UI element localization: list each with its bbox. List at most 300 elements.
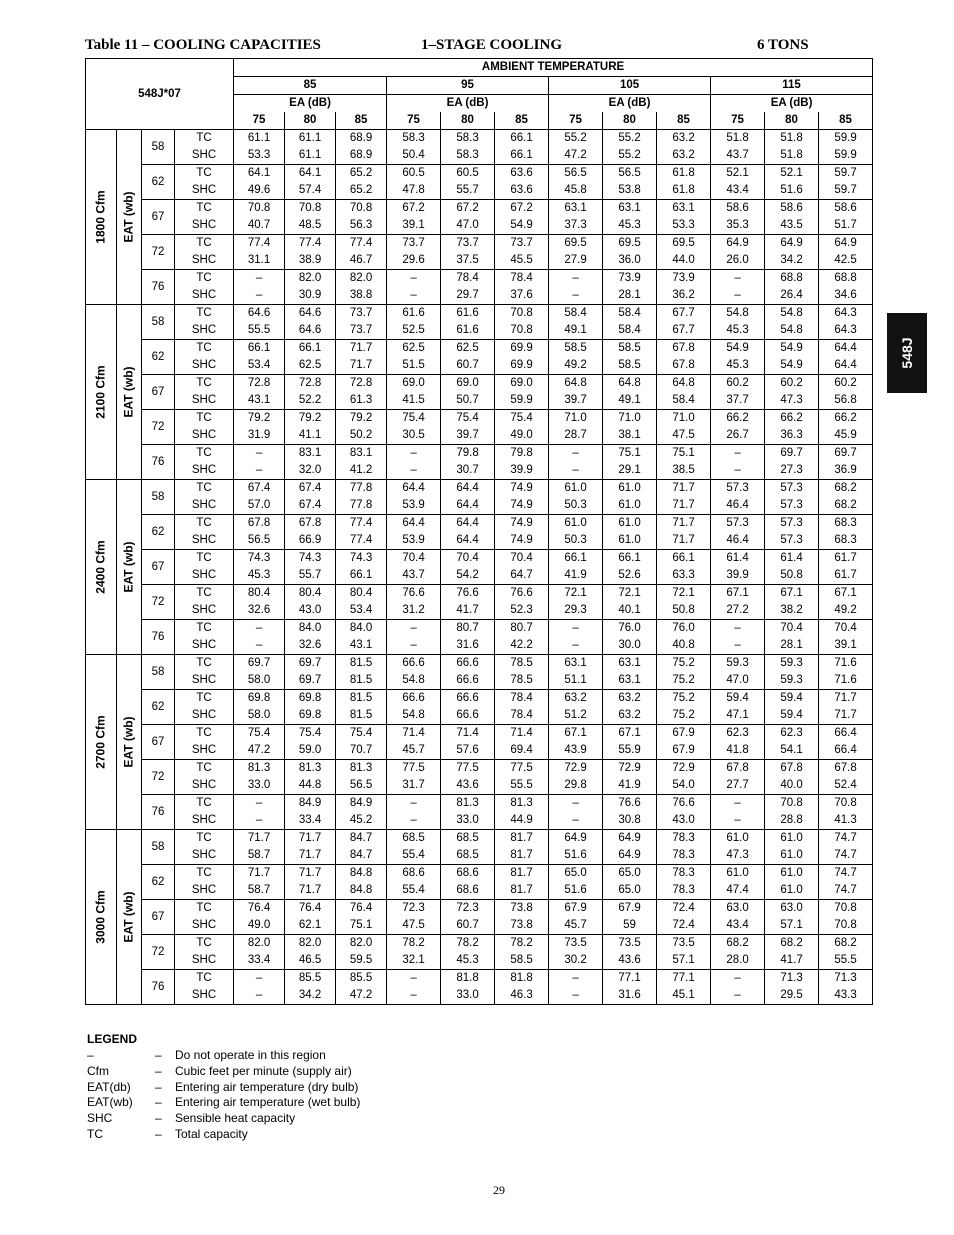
shc-value: 78.3: [657, 847, 711, 865]
eat-wb-label-text: EAT (wb): [121, 716, 136, 768]
table-row: [86, 707, 873, 725]
table-row: [86, 497, 873, 515]
ea-value-header: 75: [711, 112, 765, 130]
tc-value: 83.1: [285, 445, 336, 463]
shc-value: 81.5: [336, 672, 387, 690]
legend-item: [87, 1095, 361, 1111]
tc-value: 66.4: [819, 725, 873, 743]
shc-value: 31.7: [387, 777, 441, 795]
tc-value: 71.7: [285, 830, 336, 848]
stage-title: 1–STAGE COOLING: [421, 37, 562, 53]
tc-value: 69.8: [234, 690, 285, 708]
table-row: [86, 865, 873, 883]
tc-value: 54.8: [711, 305, 765, 323]
tc-value: 52.1: [711, 165, 765, 183]
shc-value: 43.7: [387, 567, 441, 585]
cfm-label-text: 2100 Cfm: [93, 365, 108, 419]
tc-value: 61.0: [549, 480, 603, 498]
shc-label: SHC: [175, 427, 234, 445]
shc-value: 26.7: [711, 427, 765, 445]
tc-value: –: [711, 445, 765, 463]
tc-label: TC: [175, 585, 234, 603]
shc-value: –: [549, 637, 603, 655]
shc-value: 61.3: [336, 392, 387, 410]
shc-value: 51.1: [549, 672, 603, 690]
tc-value: 63.1: [603, 200, 657, 218]
shc-value: 62.1: [285, 917, 336, 935]
tc-value: 75.1: [603, 445, 657, 463]
shc-value: 67.8: [657, 357, 711, 375]
tc-value: 52.1: [765, 165, 819, 183]
tc-value: 64.4: [387, 480, 441, 498]
legend-dash: –: [155, 1063, 162, 1078]
shc-value: 32.0: [285, 462, 336, 480]
shc-value: 58.5: [603, 357, 657, 375]
tc-label: TC: [175, 340, 234, 358]
shc-label: SHC: [175, 602, 234, 620]
shc-label: SHC: [175, 637, 234, 655]
table-title: Table 11 – COOLING CAPACITIES: [85, 37, 321, 53]
tc-value: 67.7: [657, 305, 711, 323]
shc-value: 66.6: [441, 672, 495, 690]
shc-value: 70.8: [495, 322, 549, 340]
table-row: [86, 147, 873, 165]
tc-value: 58.5: [603, 340, 657, 358]
shc-value: –: [387, 462, 441, 480]
shc-value: 58.0: [234, 672, 285, 690]
shc-value: 61.7: [819, 567, 873, 585]
shc-value: 63.1: [603, 672, 657, 690]
shc-value: 70.7: [336, 742, 387, 760]
tc-value: –: [549, 270, 603, 288]
shc-value: 64.4: [441, 532, 495, 550]
shc-value: 30.9: [285, 287, 336, 305]
tc-value: 78.4: [495, 690, 549, 708]
tc-label: TC: [175, 165, 234, 183]
tc-value: 61.7: [819, 550, 873, 568]
tc-value: 74.9: [495, 515, 549, 533]
tc-value: 74.3: [285, 550, 336, 568]
shc-value: –: [711, 812, 765, 830]
shc-value: 56.8: [819, 392, 873, 410]
shc-value: 47.1: [711, 707, 765, 725]
legend-key: EAT(db): [87, 1079, 131, 1094]
shc-value: 56.3: [336, 217, 387, 235]
tc-value: 61.0: [603, 515, 657, 533]
table-row: [86, 322, 873, 340]
model-header: 548J*07: [86, 59, 234, 130]
tc-value: 67.2: [495, 200, 549, 218]
tc-value: 66.1: [285, 340, 336, 358]
shc-value: 59.9: [495, 392, 549, 410]
shc-value: 61.0: [603, 532, 657, 550]
cfm-label-text: 1800 Cfm: [93, 190, 108, 244]
tc-value: 72.8: [234, 375, 285, 393]
shc-value: 41.9: [603, 777, 657, 795]
tc-value: 76.6: [657, 795, 711, 813]
shc-value: 41.5: [387, 392, 441, 410]
tc-value: 66.6: [387, 655, 441, 673]
tc-value: 76.6: [603, 795, 657, 813]
legend-item: [87, 1126, 248, 1143]
tc-value: 78.2: [387, 935, 441, 953]
shc-value: 54.2: [441, 567, 495, 585]
shc-value: 35.3: [711, 217, 765, 235]
tc-value: 68.6: [441, 865, 495, 883]
eat-value: 67: [142, 375, 175, 410]
tc-value: –: [234, 620, 285, 638]
shc-value: 26.0: [711, 252, 765, 270]
tc-value: –: [549, 970, 603, 988]
shc-value: 39.7: [441, 427, 495, 445]
shc-value: 71.7: [657, 532, 711, 550]
shc-label: SHC: [175, 672, 234, 690]
tc-value: 63.1: [657, 200, 711, 218]
shc-value: 71.7: [819, 707, 873, 725]
tc-value: 77.1: [603, 970, 657, 988]
shc-value: 55.2: [603, 147, 657, 165]
tc-value: 71.7: [657, 480, 711, 498]
cfm-label: [86, 130, 117, 305]
tc-value: 67.8: [711, 760, 765, 778]
shc-value: 49.1: [603, 392, 657, 410]
tc-value: 75.4: [285, 725, 336, 743]
tc-value: 79.8: [495, 445, 549, 463]
tc-value: 61.4: [765, 550, 819, 568]
tc-value: 65.0: [603, 865, 657, 883]
tc-value: 82.0: [285, 270, 336, 288]
shc-value: 49.0: [234, 917, 285, 935]
shc-value: 32.6: [234, 602, 285, 620]
tc-value: 60.5: [441, 165, 495, 183]
shc-value: 54.1: [765, 742, 819, 760]
shc-value: 57.1: [765, 917, 819, 935]
shc-value: 66.4: [819, 742, 873, 760]
tc-value: 66.6: [441, 655, 495, 673]
tc-value: 64.9: [549, 830, 603, 848]
shc-label: SHC: [175, 357, 234, 375]
shc-value: 43.4: [711, 182, 765, 200]
table-row: [86, 410, 873, 428]
shc-value: 53.9: [387, 497, 441, 515]
tc-label: TC: [175, 935, 234, 953]
tc-value: 84.9: [285, 795, 336, 813]
tc-value: –: [711, 795, 765, 813]
tc-value: –: [387, 795, 441, 813]
tc-value: 69.0: [441, 375, 495, 393]
cfm-label: [86, 655, 117, 830]
eat-value: 76: [142, 620, 175, 655]
shc-value: 34.2: [285, 987, 336, 1005]
shc-value: 31.6: [441, 637, 495, 655]
shc-value: 31.2: [387, 602, 441, 620]
tc-value: 69.7: [819, 445, 873, 463]
cfm-label-text: 2400 Cfm: [93, 540, 108, 594]
tc-value: 61.0: [765, 830, 819, 848]
shc-value: 43.7: [711, 147, 765, 165]
tc-value: –: [387, 620, 441, 638]
shc-value: 39.1: [819, 637, 873, 655]
shc-value: 61.0: [765, 882, 819, 900]
tc-value: 64.4: [441, 480, 495, 498]
shc-value: 66.9: [285, 532, 336, 550]
shc-value: 59.7: [819, 182, 873, 200]
shc-value: 59.9: [819, 147, 873, 165]
tc-label: TC: [175, 515, 234, 533]
tc-value: 70.8: [495, 305, 549, 323]
tc-value: 69.7: [285, 655, 336, 673]
shc-value: 29.6: [387, 252, 441, 270]
shc-value: –: [387, 637, 441, 655]
tc-value: 77.1: [657, 970, 711, 988]
shc-value: 56.5: [234, 532, 285, 550]
tc-value: 68.9: [336, 130, 387, 148]
tc-value: 58.4: [549, 305, 603, 323]
shc-value: 53.3: [657, 217, 711, 235]
shc-value: 45.9: [819, 427, 873, 445]
shc-value: 39.9: [711, 567, 765, 585]
tc-value: 78.3: [657, 865, 711, 883]
tc-value: 73.8: [495, 900, 549, 918]
eat-value: 58: [142, 130, 175, 165]
shc-value: –: [549, 287, 603, 305]
table-row: [86, 672, 873, 690]
table-row: [86, 847, 873, 865]
shc-value: 49.2: [819, 602, 873, 620]
shc-value: 81.5: [336, 707, 387, 725]
side-tab: [887, 313, 927, 393]
tc-value: 72.3: [387, 900, 441, 918]
shc-value: –: [711, 287, 765, 305]
tc-value: 70.4: [765, 620, 819, 638]
ea-value-header: 85: [819, 112, 873, 130]
tc-value: 65.2: [336, 165, 387, 183]
shc-value: 30.8: [603, 812, 657, 830]
legend-key: SHC: [87, 1111, 113, 1126]
tc-value: –: [549, 795, 603, 813]
eat-value: 62: [142, 515, 175, 550]
shc-value: 41.3: [819, 812, 873, 830]
shc-value: 33.4: [285, 812, 336, 830]
tc-value: 74.9: [495, 480, 549, 498]
shc-value: 57.4: [285, 182, 336, 200]
shc-value: 52.3: [495, 602, 549, 620]
shc-value: 57.0: [234, 497, 285, 515]
tc-value: 59.3: [765, 655, 819, 673]
tc-value: 67.1: [765, 585, 819, 603]
shc-label: SHC: [175, 847, 234, 865]
shc-value: 52.6: [603, 567, 657, 585]
tc-value: 71.4: [495, 725, 549, 743]
tc-value: 73.9: [603, 270, 657, 288]
tc-value: –: [387, 970, 441, 988]
tc-value: 71.7: [285, 865, 336, 883]
shc-value: 32.1: [387, 952, 441, 970]
shc-value: 42.5: [819, 252, 873, 270]
tc-label: TC: [175, 830, 234, 848]
tc-value: 58.3: [441, 130, 495, 148]
shc-value: 46.5: [285, 952, 336, 970]
shc-value: 58.4: [657, 392, 711, 410]
legend-dash: –: [155, 1079, 162, 1094]
shc-value: 81.7: [495, 847, 549, 865]
tc-value: 70.8: [765, 795, 819, 813]
tc-value: 81.7: [495, 830, 549, 848]
cooling-capacity-table: [85, 58, 873, 1005]
tc-value: 69.0: [387, 375, 441, 393]
shc-value: –: [234, 287, 285, 305]
tc-value: 76.4: [285, 900, 336, 918]
shc-label: SHC: [175, 917, 234, 935]
tc-value: 69.8: [285, 690, 336, 708]
shc-value: 27.2: [711, 602, 765, 620]
tc-value: 60.2: [711, 375, 765, 393]
tc-value: 61.6: [441, 305, 495, 323]
tc-value: 67.1: [819, 585, 873, 603]
shc-value: 54.8: [765, 322, 819, 340]
shc-value: –: [549, 812, 603, 830]
tc-value: 71.3: [819, 970, 873, 988]
tc-label: TC: [175, 795, 234, 813]
table-body: [86, 59, 873, 1005]
shc-value: 75.2: [657, 672, 711, 690]
table-row: [86, 287, 873, 305]
tc-value: 81.3: [441, 795, 495, 813]
shc-value: 43.1: [234, 392, 285, 410]
shc-value: –: [711, 637, 765, 655]
tc-value: 61.0: [603, 480, 657, 498]
tc-value: 63.0: [765, 900, 819, 918]
shc-value: 34.2: [765, 252, 819, 270]
shc-value: 47.5: [657, 427, 711, 445]
tc-value: –: [711, 970, 765, 988]
tc-value: 66.6: [441, 690, 495, 708]
shc-value: 54.9: [495, 217, 549, 235]
tc-value: 54.9: [765, 340, 819, 358]
shc-value: 49.2: [549, 357, 603, 375]
shc-value: 63.6: [495, 182, 549, 200]
shc-value: 43.4: [711, 917, 765, 935]
shc-value: 56.5: [336, 777, 387, 795]
shc-value: 59: [603, 917, 657, 935]
tc-value: 78.5: [495, 655, 549, 673]
ea-header-85: EA (dB): [234, 95, 387, 113]
legend-item: [87, 1063, 352, 1080]
shc-value: 61.0: [603, 497, 657, 515]
tc-value: 81.7: [495, 865, 549, 883]
tc-value: 85.5: [285, 970, 336, 988]
tc-value: 59.3: [711, 655, 765, 673]
tc-label: TC: [175, 445, 234, 463]
shc-value: 69.8: [285, 707, 336, 725]
legend-items: [87, 1048, 361, 1143]
shc-value: 43.6: [441, 777, 495, 795]
ea-value-header: 80: [441, 112, 495, 130]
shc-value: 46.4: [711, 497, 765, 515]
shc-label: SHC: [175, 217, 234, 235]
table-row: [86, 777, 873, 795]
shc-value: 55.5: [495, 777, 549, 795]
tc-value: 80.7: [495, 620, 549, 638]
shc-value: 33.4: [234, 952, 285, 970]
tc-value: 56.5: [603, 165, 657, 183]
tc-value: 78.4: [441, 270, 495, 288]
tc-value: 60.2: [765, 375, 819, 393]
tc-label: TC: [175, 130, 234, 148]
tc-value: 75.2: [657, 655, 711, 673]
tc-value: 73.7: [336, 305, 387, 323]
tc-value: 81.5: [336, 690, 387, 708]
table-row: [86, 235, 873, 253]
shc-value: 69.4: [495, 742, 549, 760]
tc-value: 63.2: [603, 690, 657, 708]
shc-value: 34.6: [819, 287, 873, 305]
eat-wb-label: [117, 480, 142, 655]
shc-value: 49.0: [495, 427, 549, 445]
legend-desc: Entering air temperature (wet bulb): [175, 1095, 361, 1110]
tc-label: TC: [175, 865, 234, 883]
legend-item: [87, 1048, 326, 1064]
legend-desc: Sensible heat capacity: [175, 1111, 296, 1126]
tc-value: 74.3: [234, 550, 285, 568]
eat-value: 62: [142, 165, 175, 200]
tc-value: 71.0: [549, 410, 603, 428]
tc-value: 64.4: [819, 340, 873, 358]
tc-value: 81.3: [285, 760, 336, 778]
shc-value: 73.8: [495, 917, 549, 935]
tc-value: 55.2: [603, 130, 657, 148]
shc-value: 58.7: [234, 882, 285, 900]
tc-value: –: [711, 270, 765, 288]
tc-value: 69.7: [765, 445, 819, 463]
tc-value: 67.2: [387, 200, 441, 218]
tc-value: 71.4: [441, 725, 495, 743]
shc-value: 59.0: [285, 742, 336, 760]
shc-value: 62.5: [285, 357, 336, 375]
tc-value: 68.2: [711, 935, 765, 953]
shc-label: SHC: [175, 812, 234, 830]
legend-key: –: [87, 1048, 94, 1062]
shc-value: 45.1: [657, 987, 711, 1005]
shc-value: 49.6: [234, 182, 285, 200]
shc-value: 43.5: [765, 217, 819, 235]
shc-value: 47.3: [765, 392, 819, 410]
shc-value: 59.3: [765, 672, 819, 690]
tc-value: 64.4: [441, 515, 495, 533]
table-row: [86, 305, 873, 323]
shc-value: 78.5: [495, 672, 549, 690]
eat-value: 72: [142, 410, 175, 445]
shc-value: 58.7: [234, 847, 285, 865]
table-row: [86, 567, 873, 585]
shc-value: 78.4: [495, 707, 549, 725]
tc-value: 73.7: [441, 235, 495, 253]
ea-value-header: 85: [657, 112, 711, 130]
tc-value: 77.4: [336, 235, 387, 253]
shc-value: 41.8: [711, 742, 765, 760]
shc-value: 47.8: [387, 182, 441, 200]
shc-value: 38.5: [657, 462, 711, 480]
shc-value: 67.4: [285, 497, 336, 515]
tc-label: TC: [175, 375, 234, 393]
tc-value: 77.5: [387, 760, 441, 778]
legend-dash: –: [155, 1048, 162, 1062]
shc-value: 45.7: [387, 742, 441, 760]
tc-value: 59.4: [765, 690, 819, 708]
shc-label: SHC: [175, 532, 234, 550]
ea-value-header: 80: [285, 112, 336, 130]
tc-value: 74.3: [336, 550, 387, 568]
